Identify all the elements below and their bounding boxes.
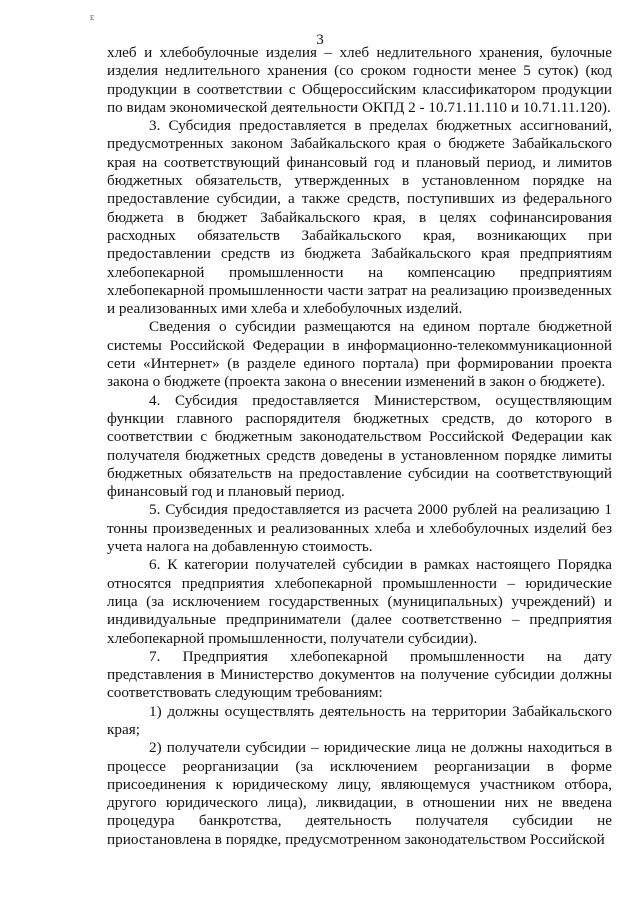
paragraph-requirement-1: 1) должны осуществлять деятельность на территории Забайкальского края; bbox=[107, 702, 612, 738]
paragraph-requirement-2: 2) получатели субсидии – юридические лица не должны находиться в процессе реорганизации (за исключением реорганизации в форме присоединения к юридическому лицу, являющемуся участником отбора, другого юридического лица), ликвидации, в отношении них не введена процедура банкротства, деятельность получателя субсидии не приостановлена в порядке, предусмотренном законодательством Российской bbox=[107, 739, 612, 848]
paragraph-clause-5: 5. Субсидия предоставляется из расчета 2000 рублей на реализацию 1 тонны произведенных и реализованных хлеба и хлебобулочных изделий без учета налога на добавленную стоимость. bbox=[107, 501, 612, 556]
paragraph-products-definition: хлеб и хлебобулочные изделия – хлеб недлительного хранения, булочные изделия недлительного хранения (со сроком годности менее 5 суток) (код продукции в соответствии с Общероссийским классификатором продукции по видам экономической деятельности ОКПД 2 - 10.71.11.110 и 10.71.11.120). bbox=[107, 44, 612, 116]
paragraph-clause-6: 6. К категории получателей субсидии в рамках настоящего Порядка относятся предприятия хлебопекарной промышленности – юридические лица (за исключением государственных (муниципальных) учреждений) и индивидуальные предприниматели (далее соответственно – предприятия хлебопекарной промышленности, получатели субсидии). bbox=[107, 556, 612, 647]
paragraph-clause-7: 7. Предприятия хлебопекарной промышленности на дату представления в Министерство документов на получение субсидии должны соответствовать следующим требованиям: bbox=[107, 647, 612, 702]
paragraph-clause-4: 4. Субсидия предоставляется Министерством, осуществляющим функции главного распорядителя бюджетных средств, до которого в соответствии с бюджетным законодательством Российской Федерации как получателя бюджетных средств доведены в установленном порядке лимиты бюджетных обязательств на предоставление субсидии на соответствующий финансовый год и плановый период. bbox=[107, 391, 612, 501]
corner-mark: Е bbox=[90, 14, 95, 22]
document-body bbox=[107, 44, 612, 849]
paragraph-portal-info: Сведения о субсидии размещаются на едином портале бюджетной системы Российской Федерации в информационно-телекоммуникационной сети «Интернет» (в разделе единого портала) при формировании проекта закона о бюджете (проекта закона о внесении изменений в закон о бюджете). bbox=[107, 318, 612, 391]
page-number: 3 bbox=[316, 32, 324, 48]
paragraph-clause-3: 3. Субсидия предоставляется в пределах бюджетных ассигнований, предусмотренных законом Забайкальского края о бюджете Забайкальского края на соответствующий финансовый год и плановый период, и лимитов бюджетных обязательств, утвержденных в установленном порядке на предоставление субсидии, а также средств, поступивших из федерального бюджета в бюджет Забайкальского края, в целях софинансирования расходных обязательств Забайкальского края, возникающих при предоставлении средств из бюджета Забайкальского края предприятиям хлебопекарной промышленности на компенсацию предприятиям хлебопекарной промышленности части затрат на реализацию произведенных и реализованных ими хлеба и хлебобулочных изделий. bbox=[107, 117, 612, 318]
